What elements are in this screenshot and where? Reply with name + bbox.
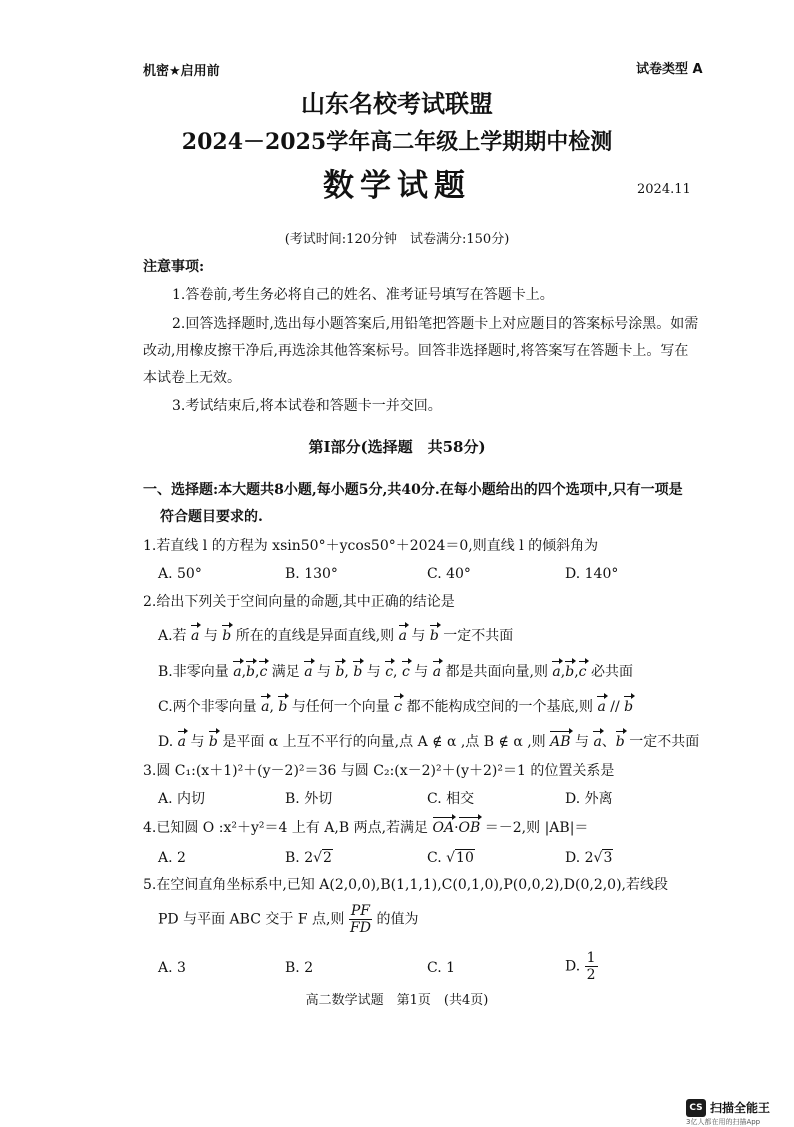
q2-stem: 2.给出下列关于空间向量的命题,其中正确的结论是 [143, 594, 455, 610]
notes-title: 注意事项: [143, 259, 205, 275]
vector-oa: OA [432, 820, 455, 836]
vector-a: a [191, 628, 200, 644]
q3-option-b: B. 外切 [285, 791, 333, 807]
q2-option-b: B.非零向量 a,b,c 满足 a 与 b, b 与 c, c 与 a 都是共面向量,则 a,b,c 必共面 [158, 664, 633, 680]
q1-option-b: B. 130° [285, 566, 338, 582]
vector-ob: OB [458, 820, 481, 836]
section-1-intro-cont: 符合题目要求的. [160, 509, 263, 525]
q3-stem: 3.圆 C₁:(x＋1)²＋(y－2)²＝36 与圆 C₂:(x－2)²＋(y＋2)²＝1 的位置关系是 [143, 763, 615, 779]
confidential-label: 机密★启用前 [143, 64, 220, 79]
q5-fraction: $\frac{PF}{FD}$ [349, 903, 371, 936]
q5-stem-line2: PD 与平面 ABC 交于 F 点,则 $\frac{PF}{FD}$ 的值为 [158, 903, 419, 936]
camscanner-logo-icon: CS [686, 1099, 706, 1117]
watermark-name: 扫描全能王 [710, 1101, 771, 1115]
q3-option-d: D. 外离 [565, 791, 613, 807]
q4-option-a: A. 2 [158, 850, 186, 866]
note-2-line2: 改动,用橡皮擦干净后,再选涂其他答案标号。回答非选择题时,将答案写在答题卡上。写在 [143, 343, 689, 359]
note-2-line3: 本试卷上无效。 [143, 370, 241, 386]
q5-option-a: A. 3 [158, 960, 186, 976]
page-footer: 高二数学试题 第1页 (共4页) [305, 993, 489, 1008]
q4-option-c: C. √10 [427, 850, 474, 866]
q2-option-d: D. a 与 b 是平面 α 上互不平行的向量,点 A ∉ α ,点 B ∉ α ,则 AB 与 a、b 一定不共面 [158, 734, 700, 750]
q2-option-a: A.若 a 与 b 所在的直线是异面直线,则 a 与 b 一定不共面 [158, 628, 514, 644]
subject-title: 数学试题 [323, 168, 471, 204]
q1-stem: 1.若直线 l 的方程为 xsin50°＋ycos50°＋2024＝0,则直线 l 的倾斜角为 [143, 538, 599, 554]
q4-option-b: B. 2√2 [285, 850, 332, 866]
q3-option-a: A. 内切 [158, 791, 206, 807]
vector-b: b [222, 628, 232, 644]
q5-option-c: C. 1 [427, 960, 456, 976]
vector-c: c [259, 664, 268, 680]
q1-option-c: C. 40° [427, 566, 471, 582]
part1-title: 第Ⅰ部分(选择题 共58分) [308, 438, 486, 456]
paper-type-label: 试卷类型 A [636, 62, 703, 77]
exam-title: 2024－2025学年高二年级上学期期中检测 [181, 129, 613, 155]
exam-time-info: (考试时间:120分钟 试卷满分:150分) [284, 232, 510, 247]
note-2-line1: 2.回答选择题时,选出每小题答案后,用铅笔把答题卡上对应题目的答案标号涂黑。如需 [172, 316, 699, 332]
q4-stem: 4.已知圆 O :x²＋y²＝4 上有 A,B 两点,若满足 OA·OB ＝－2,则 |AB|＝ [143, 820, 589, 836]
org-title: 山东名校考试联盟 [301, 89, 493, 118]
note-3: 3.考试结束后,将本试卷和答题卡一并交回。 [172, 398, 442, 414]
q5-stem-line1: 5.在空间直角坐标系中,已知 A(2,0,0),B(1,1,1),C(0,1,0),P(0,0,2),D(0,2,0),若线段 [143, 877, 668, 893]
q3-option-c: C. 相交 [427, 791, 475, 807]
watermark-subtitle: 3亿人都在用的扫描App [686, 1118, 761, 1126]
section-1-intro: 一、选择题:本大题共8小题,每小题5分,共40分.在每小题给出的四个选项中,只有一项是 [143, 482, 683, 498]
note-1: 1.答卷前,考生务必将自己的姓名、准考证号填写在答题卡上。 [172, 287, 554, 303]
q1-option-a: A. 50° [158, 566, 202, 582]
q1-option-d: D. 140° [565, 566, 619, 582]
q2-option-c: C.两个非零向量 a, b 与任何一个向量 c 都不能构成空间的一个基底,则 a // b [158, 699, 634, 715]
q4-option-d: D. 2√3 [565, 850, 613, 866]
exam-date: 2024.11 [637, 182, 691, 197]
q5-option-b: B. 2 [285, 960, 314, 976]
vector-ab: AB [550, 734, 571, 750]
q5-option-d: D. $\frac{1}{2}$ [565, 950, 596, 983]
